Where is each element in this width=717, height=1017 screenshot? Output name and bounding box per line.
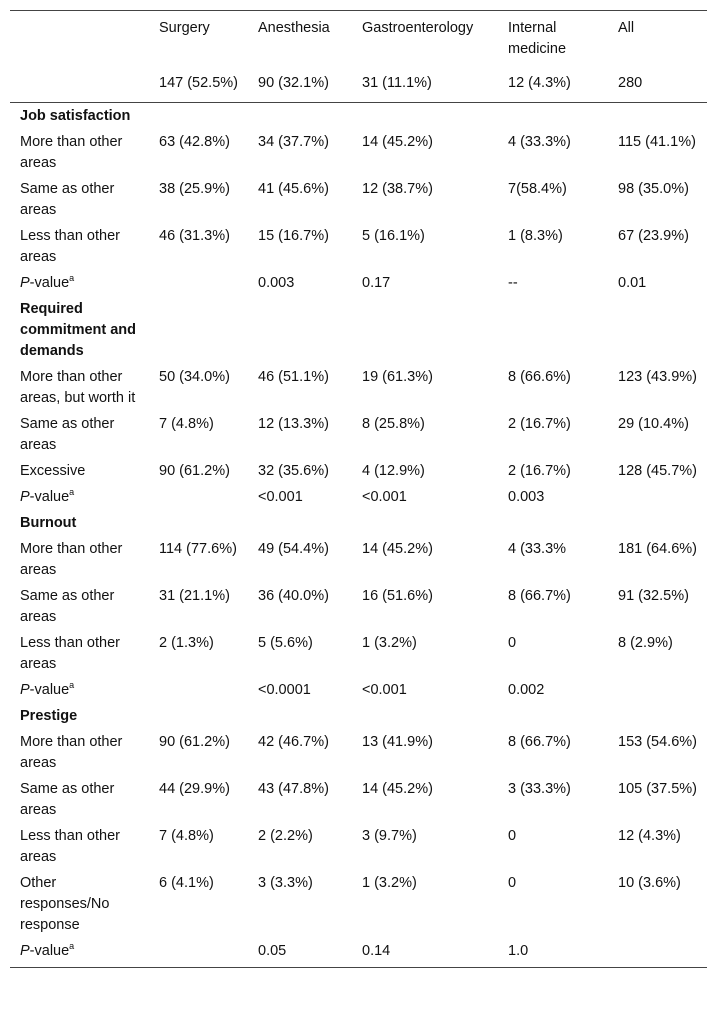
pvalue-label-italic: P bbox=[20, 682, 30, 698]
data-cell: 1 (3.2%) bbox=[362, 635, 417, 651]
results-table-body bbox=[10, 11, 707, 968]
count-cell: 147 (52.5%) bbox=[149, 70, 248, 103]
empty-cell bbox=[149, 296, 248, 364]
pvalue-cell bbox=[608, 677, 707, 703]
pvalue-cell: 0.14 bbox=[352, 938, 498, 968]
pvalue-cell: 1.0 bbox=[498, 938, 608, 968]
data-cell: 42 (46.7%) bbox=[258, 734, 329, 750]
data-cell: 0 bbox=[508, 635, 517, 651]
data-cell: 2 (2.2%) bbox=[258, 828, 313, 844]
table-row bbox=[10, 729, 707, 776]
data-cell: 67 (23.9%) bbox=[618, 228, 689, 244]
footnote-marker: a bbox=[69, 680, 75, 691]
pvalue-cell: <0.0001 bbox=[258, 682, 311, 698]
empty-cell bbox=[352, 703, 498, 729]
empty-cell bbox=[149, 510, 248, 536]
table-row bbox=[10, 223, 707, 270]
pvalue-cell bbox=[608, 484, 707, 510]
data-cell: 7(58.4%) bbox=[508, 181, 567, 197]
data-cell: 98 (35.0%) bbox=[618, 181, 689, 197]
data-cell: 7 (4.8%) bbox=[159, 416, 214, 432]
row-label: More than other areas bbox=[20, 134, 123, 171]
count-cell: 31 (11.1%) bbox=[352, 70, 498, 103]
pvalue-cell bbox=[608, 938, 707, 968]
data-cell: 5 (5.6%) bbox=[258, 635, 313, 651]
data-cell: 12 (38.7%) bbox=[362, 181, 433, 197]
data-cell: 44 (29.9%) bbox=[159, 781, 230, 797]
section-title: Prestige bbox=[20, 708, 78, 724]
data-cell: 4 (12.9%) bbox=[362, 463, 425, 479]
pvalue-label-text: -value bbox=[29, 943, 70, 959]
data-cell: 19 (61.3%) bbox=[362, 369, 433, 385]
empty-cell bbox=[248, 703, 352, 729]
column-header bbox=[10, 11, 149, 71]
footnote-marker: a bbox=[69, 273, 75, 284]
empty-cell bbox=[498, 703, 608, 729]
section-title: Job satisfaction bbox=[20, 108, 131, 124]
pvalue-label-text: -value bbox=[29, 489, 70, 505]
data-cell: 4 (33.3%) bbox=[508, 134, 571, 150]
row-label: Same as other areas bbox=[20, 588, 115, 625]
data-cell: 31 (21.1%) bbox=[159, 588, 230, 604]
section-heading-row bbox=[10, 703, 707, 729]
row-label: Same as other areas bbox=[20, 416, 115, 453]
data-cell: 128 (45.7%) bbox=[618, 463, 697, 479]
data-cell: 8 (66.7%) bbox=[508, 588, 571, 604]
count-cell: 12 (4.3%) bbox=[498, 70, 608, 103]
empty-cell bbox=[248, 510, 352, 536]
table-row bbox=[10, 630, 707, 677]
data-cell: 8 (66.7%) bbox=[508, 734, 571, 750]
table-row bbox=[10, 364, 707, 411]
pvalue-cell bbox=[149, 938, 248, 968]
empty-cell bbox=[498, 296, 608, 364]
data-cell: 0 bbox=[508, 828, 517, 844]
count-cell: 280 bbox=[608, 70, 707, 103]
pvalue-row bbox=[10, 484, 707, 510]
pvalue-label bbox=[10, 270, 149, 296]
empty-cell bbox=[149, 103, 248, 130]
data-cell: 50 (34.0%) bbox=[159, 369, 230, 385]
empty-cell bbox=[608, 103, 707, 130]
footnote-marker: a bbox=[69, 941, 75, 952]
row-label: Same as other areas bbox=[20, 781, 115, 818]
data-cell: 10 (3.6%) bbox=[618, 875, 681, 891]
column-header: Anesthesia bbox=[248, 11, 352, 71]
data-cell: 14 (45.2%) bbox=[362, 781, 433, 797]
pvalue-cell bbox=[149, 677, 248, 703]
pvalue-cell: 0.17 bbox=[362, 275, 391, 291]
data-cell: 3 (3.3%) bbox=[258, 875, 313, 891]
data-cell: 14 (45.2%) bbox=[362, 541, 433, 557]
data-cell: 32 (35.6%) bbox=[258, 463, 329, 479]
data-cell: 6 (4.1%) bbox=[159, 875, 214, 891]
row-label: Same as other areas bbox=[20, 181, 115, 218]
pvalue-cell bbox=[149, 270, 248, 296]
data-cell: 16 (51.6%) bbox=[362, 588, 433, 604]
data-cell: 2 (1.3%) bbox=[159, 635, 214, 651]
data-cell: 3 (9.7%) bbox=[362, 828, 417, 844]
data-cell: 90 (61.2%) bbox=[159, 734, 230, 750]
pvalue-row bbox=[10, 677, 707, 703]
data-cell: 46 (51.1%) bbox=[258, 369, 329, 385]
pvalue-label bbox=[10, 484, 149, 510]
data-cell: 8 (2.9%) bbox=[618, 635, 673, 651]
data-cell: 114 (77.6%) bbox=[159, 541, 237, 557]
empty-cell bbox=[498, 510, 608, 536]
pvalue-label bbox=[10, 677, 149, 703]
data-cell: 1 (3.2%) bbox=[362, 875, 417, 891]
pvalue-row bbox=[10, 938, 707, 968]
pvalue-row bbox=[10, 270, 707, 296]
data-cell: 105 (37.5%) bbox=[618, 781, 697, 797]
empty-cell bbox=[608, 703, 707, 729]
section-heading-row bbox=[10, 103, 707, 130]
pvalue-label-italic: P bbox=[20, 275, 30, 291]
empty-cell bbox=[352, 296, 498, 364]
data-cell: 115 (41.1%) bbox=[618, 134, 696, 150]
data-cell: 123 (43.9%) bbox=[618, 369, 697, 385]
data-cell: 8 (66.6%) bbox=[508, 369, 571, 385]
pvalue-cell: 0.05 bbox=[248, 938, 352, 968]
pvalue-cell: 0.003 bbox=[258, 275, 295, 291]
row-label: Less than other areas bbox=[20, 635, 120, 672]
data-cell: 1 (8.3%) bbox=[508, 228, 563, 244]
pvalue-label-text: -value bbox=[29, 682, 70, 698]
data-cell: 2 (16.7%) bbox=[508, 416, 571, 432]
pvalue-label-text: -value bbox=[29, 275, 70, 291]
pvalue-cell: <0.001 bbox=[258, 489, 303, 505]
section-title: Required commitment and demands bbox=[20, 301, 137, 359]
row-label: More than other areas bbox=[20, 541, 123, 578]
table-row bbox=[10, 823, 707, 870]
data-cell: 12 (13.3%) bbox=[258, 416, 329, 432]
data-cell: 46 (31.3%) bbox=[159, 228, 230, 244]
data-cell: 4 (33.3% bbox=[508, 541, 567, 557]
data-cell: 90 (61.2%) bbox=[159, 463, 230, 479]
data-cell: 12 (4.3%) bbox=[618, 828, 681, 844]
empty-cell bbox=[498, 103, 608, 130]
pvalue-cell: 0.003 bbox=[508, 489, 545, 505]
row-label: More than other areas bbox=[20, 734, 123, 771]
row-label: Less than other areas bbox=[20, 228, 120, 265]
empty-cell bbox=[608, 296, 707, 364]
column-header: Internal medicine bbox=[498, 11, 608, 71]
table-row bbox=[10, 129, 707, 176]
section-heading-row bbox=[10, 296, 707, 364]
results-table bbox=[10, 10, 707, 968]
data-cell: 13 (41.9%) bbox=[362, 734, 433, 750]
pvalue-label-italic: P bbox=[20, 489, 30, 505]
results-table-container bbox=[10, 10, 707, 968]
section-heading-row bbox=[10, 510, 707, 536]
pvalue-cell: 0.002 bbox=[508, 682, 545, 698]
data-cell: 7 (4.8%) bbox=[159, 828, 214, 844]
data-cell: 29 (10.4%) bbox=[618, 416, 689, 432]
empty-cell bbox=[248, 296, 352, 364]
table-row bbox=[10, 176, 707, 223]
empty-cell bbox=[149, 703, 248, 729]
empty-cell bbox=[352, 510, 498, 536]
data-cell: 34 (37.7%) bbox=[258, 134, 329, 150]
data-cell: 5 (16.1%) bbox=[362, 228, 425, 244]
count-cell: 90 (32.1%) bbox=[248, 70, 352, 103]
table-row bbox=[10, 411, 707, 458]
table-row bbox=[10, 458, 707, 484]
section-title: Burnout bbox=[20, 515, 77, 531]
empty-cell bbox=[352, 103, 498, 130]
column-header: Surgery bbox=[149, 11, 248, 71]
row-label: Excessive bbox=[20, 463, 86, 479]
row-label: Less than other areas bbox=[20, 828, 120, 865]
column-header: Gastroenterology bbox=[352, 11, 498, 71]
header-row bbox=[10, 11, 707, 71]
pvalue-label-italic: P bbox=[20, 943, 30, 959]
data-cell: 49 (54.4%) bbox=[258, 541, 329, 557]
data-cell: 3 (33.3%) bbox=[508, 781, 571, 797]
data-cell: 14 (45.2%) bbox=[362, 134, 433, 150]
table-row bbox=[10, 583, 707, 630]
data-cell: 36 (40.0%) bbox=[258, 588, 329, 604]
data-cell: 91 (32.5%) bbox=[618, 588, 689, 604]
data-cell: 63 (42.8%) bbox=[159, 134, 230, 150]
empty-cell bbox=[248, 103, 352, 130]
row-label: More than other areas, but worth it bbox=[20, 369, 136, 406]
data-cell: 41 (45.6%) bbox=[258, 181, 329, 197]
counts-row bbox=[10, 70, 707, 103]
table-row bbox=[10, 536, 707, 583]
empty-cell bbox=[608, 510, 707, 536]
pvalue-cell: -- bbox=[508, 275, 518, 291]
data-cell: 8 (25.8%) bbox=[362, 416, 425, 432]
data-cell: 43 (47.8%) bbox=[258, 781, 329, 797]
pvalue-cell: <0.001 bbox=[362, 489, 407, 505]
pvalue-cell: 0.01 bbox=[618, 275, 647, 291]
data-cell: 38 (25.9%) bbox=[159, 181, 230, 197]
data-cell: 2 (16.7%) bbox=[508, 463, 571, 479]
pvalue-label bbox=[10, 938, 149, 968]
data-cell: 153 (54.6%) bbox=[618, 734, 697, 750]
row-label: Other responses/No response bbox=[20, 875, 110, 933]
footnote-marker: a bbox=[69, 487, 75, 498]
table-row bbox=[10, 776, 707, 823]
column-header: All bbox=[608, 11, 707, 71]
data-cell: 15 (16.7%) bbox=[258, 228, 329, 244]
table-row bbox=[10, 870, 707, 938]
data-cell: 0 bbox=[508, 875, 517, 891]
data-cell: 181 (64.6%) bbox=[618, 541, 697, 557]
count-cell bbox=[10, 70, 149, 103]
pvalue-cell bbox=[149, 484, 248, 510]
pvalue-cell: <0.001 bbox=[362, 682, 407, 698]
